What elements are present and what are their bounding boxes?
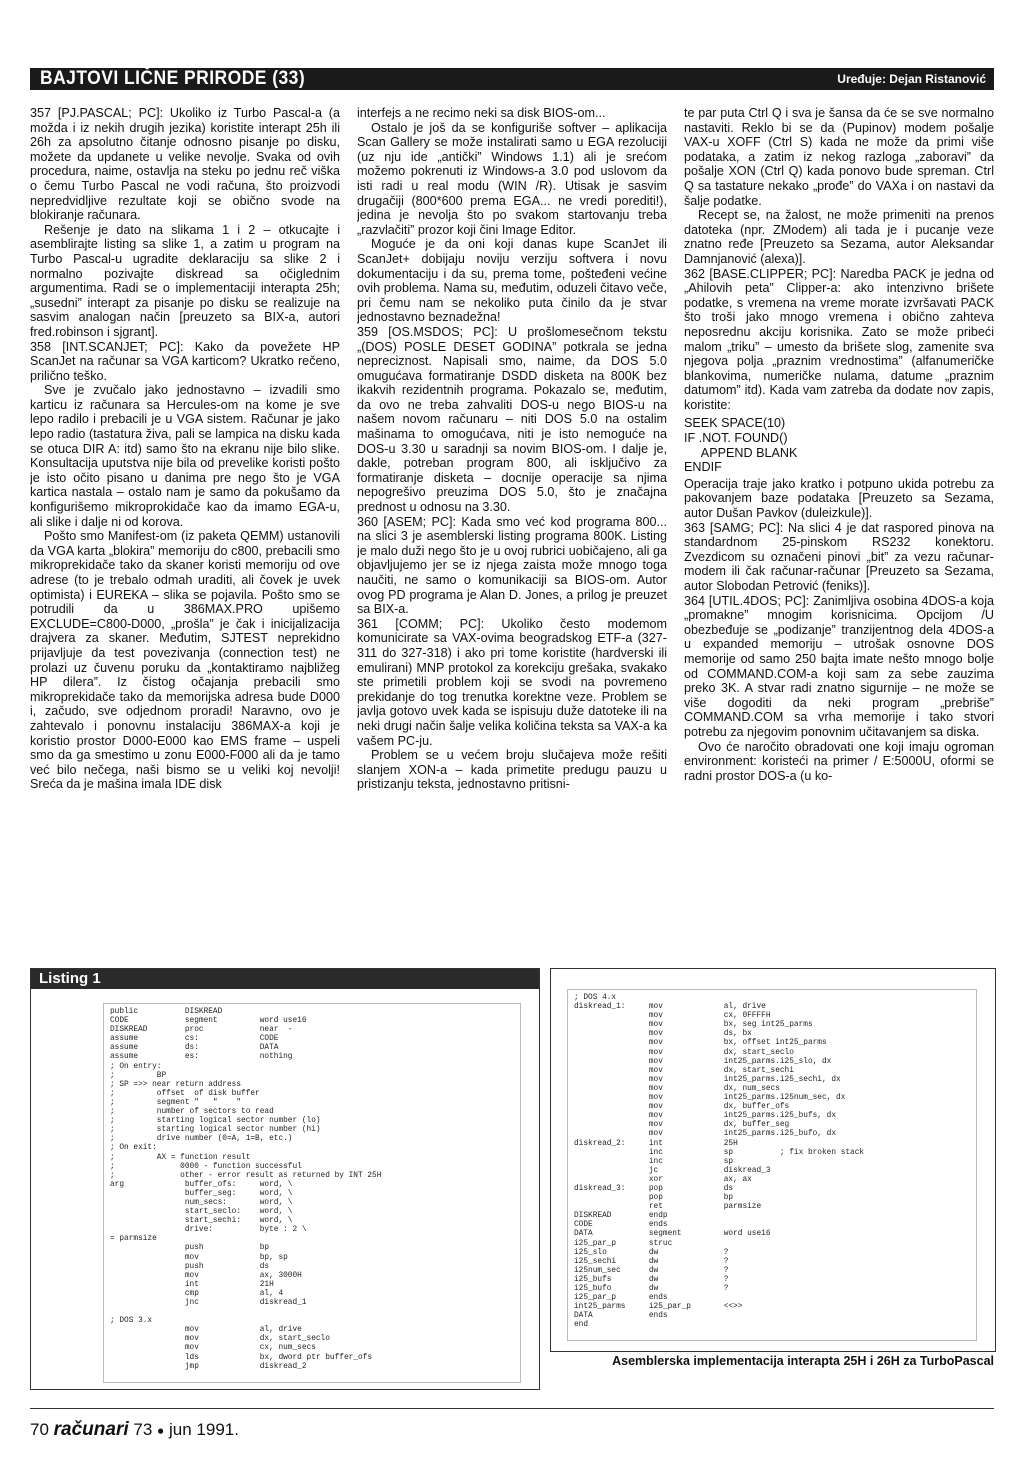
page-number: 70 <box>30 1420 49 1439</box>
text-column-1 <box>30 106 340 956</box>
paragraph: Rešenje je dato na slikama 1 i 2 – otkucajte i asemblirajte listing sa slike 1, a zatim u program na Turbo Pascal-u ugradite deklaraciju sa slike 2 i normalno pozivajte diskread sa očiglednim argumentima. Radi se o implementaciji interapta 25h; „susedni” interapt za pisanje po disku se realizuje na sasvim analogan način [preuzeto sa BIX-a, autori fred.robinson i sjgrant]. <box>30 222 340 339</box>
text-column-3 <box>684 106 994 956</box>
issue-date: jun 1991. <box>169 1420 239 1439</box>
magazine-logo: računari <box>53 1419 129 1440</box>
paragraph: Pošto smo Manifest-om (iz paketa QEMM) ustanovili da VGA karta „blokira” memoriju do c800, prebacili smo mikroprekidače tako da skaner koristi memoriju od ove adrese (to je trebalo odmah uraditi, ali čovek je uvek optimista) i EUREKA – slika se pojavila. Pošto smo se potrudili da u 386MAX.PRO upišemo EXCLUDE=C800-D000, „prošla” je čak i inicijalizacija drajvera za skaner. Međutim, SJTEST neprekidno prijavljuje da test povezivanja (connection test) ne prolazi uz čuvenu poruku da „kontaktiramo najbližeg HP dilera”. Iz čistog očajanja prebacili smo mikroprekidače tako da memorijska adresa bude D000 i, začudo, sve odjednom proradi! Naravno, ovo je zahtevalo i ponovnu instalaciju 386MAX-a koji je koristio prostor D000-E000 kao EMS frame – uspeli smo da ga smestimo u zonu E000-F000 ali da je tamo već bilo nečega, naši bismo se u veliki koj nevolji! Sreća da je mašina imala IDE disk <box>30 529 340 792</box>
listing-2-code: ; DOS 4.x diskread_1: mov al, drive mov cx, 0FFFFH mov bx, seg int25_parms mov ds, bx mov bx, offset int25_parms mov dx, start_seclo mov int25_parms.i25_slo, dx mov dx, start_sechi mov int25_parms.i25_sechi, dx mov dx, num_secs mov int25_parms.i25num_sec, dx mov dx, buffer_ofs mov int25_parms.i25_bufs, dx mov dx, buffer_seg mov int25_parms.i25_bufo, dx diskread_2: int 25H inc sp ; fix broken stack inc sp jc diskread_3 xor ax, ax diskread_3: pop ds pop bp ret parmsize DISKREAD endp CODE ends DATA segment word use16 i25_par_p struc i25_slo dw ? i25_sechi dw ? i25num_sec dw ? i25_bufs dw ? i25_bufo dw ? i25_par_p ends int25_parms i25_par_p <<>> DATA ends end <box>574 994 865 1330</box>
paragraph: te par puta Ctrl Q i sva je šansa da će se sve normalno nastaviti. Reklo bi se da (Pupinov) modem pošalje VAX-u XOFF (Ctrl S) kada ne može da primi više podataka, a zatim iz nekog razloga „zaboravi” da pošalje XON (Ctrl Q) kada ponovo bude spreman. Ctrl Q sa tastature nekako „prođe” do VAXa i on nastavi da šalje podatke. <box>684 106 994 208</box>
code-line: SEEK SPACE(10) <box>684 416 786 431</box>
issue-number: 73 <box>133 1420 153 1439</box>
listing-title: Listing 1 <box>31 969 539 989</box>
paragraph: Problem se u većem broju slučajeva može rešiti slanjem XON-a – kada primetite predugu pauzu u pristizanju teksta, jednostavno pritisni- <box>357 748 667 792</box>
paragraph: 358 [INT.SCANJET; PC]: Kako da povežete HP ScanJet na računar sa VGA karticom? Ukratko rečeno, prilično teško. <box>30 339 340 383</box>
paragraph: Sve je zvučalo jako jednostavno – izvadili smo karticu iz računara sa Hercules-om na kome je sve lepo radilo i prebacili je u VGA sistem. Računar je jako lepo radio (tastatura živa, pali se lampica na disku kada se otuca DIR A: itd) samo što na ekranu nije bilo slike. Konsultacija uputstva nije bila od prevelike koristi pošto je isto očito pisano u danima pre nego što je VGA kartica nastala – ostalo nam je samo da pokušamo da konfigurišemo mikroprokidače kao da imamo EGA-u, ali slike i dalje ni od korova. <box>30 383 340 529</box>
footer-folio <box>30 1419 239 1441</box>
paragraph: 360 [ASEM; PC]: Kada smo već kod programa 800... na slici 3 je asemblerski listing programa 800K. Listing je malo duži nego što je u ovoj rubrici uobičajeno, ali ga objavljujemo jer se iz njega zaista može mnogo toga naučiti, ne samo o komunikaciji sa BIOS-om. Autor ovog PD programa je Alan D. Jones, a prilog je preuzet sa BIX-a. <box>357 514 667 617</box>
paragraph: 357 [PJ.PASCAL; PC]: Ukoliko iz Turbo Pascal-a (a možda i iz nekih drugih jezika) koristite interapt 25h ili 26h za apsolutno čitanje odnosno pisanje po disku, možete da updanete u velike nevolje. Svaka od ovih procedura, naime, ostavlja na steku po jednu reč viška o čemu Turbo Pascal ne vodi računa, što proizvodi nepredvidljive rezultate koji se obično svode na blokiranje računara. <box>30 106 340 223</box>
listing-1-code: public DISKREAD CODE segment word use16 DISKREAD proc near - assume cs: CODE assume ds: DATA assume es: nothing ; On entry: ; BP ; SP =>> near return address ; offset of disk buffer ; segment " " " ; number of sectors to read ; starting logical sector number (lo) ; starting logical sector number (hi) ; drive number (0=A, 1=B, etc.) ; On exit: ; AX = function result ; 0000 - function successful ; other - error result as returned by INT 25H arg buffer_ofs: word, \ buffer_seg: word, \ num_secs: word, \ start_seclo: word, \ start_sechi: word, \ drive: byte : 2 \ = parmsize push bp mov bp, sp push ds mov ax, 3000H int 21H cmp al, 4 jnc diskread_1 ; DOS 3.x mov al, drive mov dx, start_seclo mov cx, num_secs lds bx, dword ptr buffer_ofs jmp diskread_2 <box>110 1008 382 1371</box>
column-editor: Uređuje: Dejan Ristanović <box>837 72 986 86</box>
paragraph: 364 [UTIL.4DOS; PC]: Zanimljiva osobina 4DOS-a koja „promakne” mnogim korisnicima. Opcijom /U obezbeđuje se „podizanje” tranzijentnog dela 4DOS-a u expanded memoriju – utrošak osnovne DOS memorije od samo 250 bajta imate nešto mnogo bolje od COMMAND.COM-a koji sam za sebe zauzima preko 3K. A stvar radi znatno sigurnije – ne može se više dogoditi da neki program „prebriše” COMMAND.COM sa vrha memorije i tako stvori potrebu za njegovim ponovnim učitavanjem sa diska. <box>684 593 994 739</box>
paragraph: Operacija traje jako kratko i potpuno ukida potrebu za pakovanjem baze podataka [Preuzeto sa Sezama, autor Dušan Pavkov (duleizkule)]. <box>684 476 994 521</box>
listing-2-box <box>550 968 996 1352</box>
code-line: IF .NOT. FOUND() <box>684 431 788 446</box>
paragraph: 363 [SAMG; PC]: Na slici 4 je dat raspored pinova na standardnom 25-pinskom RS232 konektoru. Zvezdicom su označeni pinovi „bit” za vezu računar-modem ili čak računar-računar [Preuzeto sa Sezama, autor Slobodan Petrović (feniks)]. <box>684 520 994 593</box>
column-title: BAJTOVI LIČNE PRIRODE (33) <box>40 68 306 89</box>
paragraph: Recept se, na žalost, ne može primeniti na prenos datoteka (npr. ZModem) ali tada je i pucanje veze znatno ređe [Preuzeto sa Sezama, autor Aleksandar Damnjanović (alexa)]. <box>684 208 994 266</box>
bullet-icon: ● <box>157 1423 165 1438</box>
paragraph: 362 [BASE.CLIPPER; PC]: Naredba PACK je jedna od „Ahilovih peta” Clipper-a: ako intenzivno brišete podatke, s vremena na vreme morate izvršavati PACK što troši jako mnogo vremena i obično zahteva neposrednu akciju korisnika. Zato se može pribeći malom „triku” – umesto da brišete slog, zamenite sva njegova polja „praznim vrednostima” (alfanumeričke blankovima, numeričke nulama, datume „praznim datumom” itd). Kada vam zatreba da dodate nov zapis, koristite: <box>684 266 994 412</box>
paragraph: Ostalo je još da se konfiguriše softver – aplikacija Scan Gallery se može instalirati samo u EGA rezoluciji (uz nju ide „antički” Windows 1.1) ali je srećom možemo pokrenuti iz Windows-a 3.0 pod uslovom da isti radi u real modu (WIN /R). Utisak je sasvim drugačiji (800*600 prema EGA... ne vredi porediti!), jedina je nevolja što po svakom startovanju treba „razvlačiti” prozor koji čini Image Editor. <box>357 120 667 237</box>
paragraph: 359 [OS.MSDOS; PC]: U prošlomesečnom tekstu „(DOS) POSLE DESET GODINA” potkrala se jedna nepreciznost. Napisali smo, naime, da DOS 5.0 omugućava formatiranje DSDD disketa na 800K bez ikakvih rezidentnih programa. Pokazalo se, međutim, da ovo ne treba zahvaliti DOS-u nego BIOS-u na našem novom računaru – niti DOS 5.0 na ostalim mašinama to omogućava, niti je isto nemoguće na DOS-u 3.30 u saradnji sa novim BIOS-om. I dalje je, dakle, potreban program 800, ali isključivo za formatiranje disketa – docnije operacije sa njima nepogrešivo preuzima DOS 5.0, što je značajna prednost u odnosu na 3.30. <box>357 324 667 515</box>
page-footer <box>30 1408 994 1443</box>
header-bar <box>30 68 994 90</box>
clipper-code <box>684 416 994 474</box>
paragraph: 361 [COMM; PC]: Ukoliko često modemom komunicirate sa VAX-ovima beogradskog ETF-a (327-311 do 327-318) i ako pri tome koristite (hardverski ili emulirani) MNP protokol za korekciju grešaka, svakako ste primetili problem koji se svodi na povremeno prekidanje do tog trenutka korektne veze. Problem se javlja gotovo uvek kada se ispisuju duže datoteke ili na neki drugi način šalje velika količina teksta sa VAX-a ka vašem PC-ju. <box>357 616 667 748</box>
code-line: APPEND BLANK <box>684 445 798 460</box>
listing-1-box <box>30 968 540 1390</box>
listing-1-frame <box>103 1003 521 1383</box>
paragraph: Ovo će naročito obradovati one koji imaju ogroman environment: koristeći na primer / E:5000U, oformi se radni prostor DOS-a (u ko- <box>684 739 994 783</box>
listing-caption: Asemblerska implementacija interapta 25H i 26H za TurboPascal <box>612 1354 994 1368</box>
paragraph: Moguće je da oni koji danas kupe ScanJet ili ScanJet+ dobijaju noviju verziju softvera i novu dokumentaciju i da su, prema tome, pošteđeni većine ovih problema. Nama su, međutim, oduzeli čitavo veče, pri čemu nam se nekoliko puta činilo da je stvar jednostavno beznadežna! <box>357 237 667 325</box>
text-column-2 <box>357 106 667 956</box>
paragraph: interfejs a ne recimo neki sa disk BIOS-om... <box>357 106 606 120</box>
code-line: ENDIF <box>684 460 722 475</box>
listing-2-frame <box>567 989 977 1341</box>
